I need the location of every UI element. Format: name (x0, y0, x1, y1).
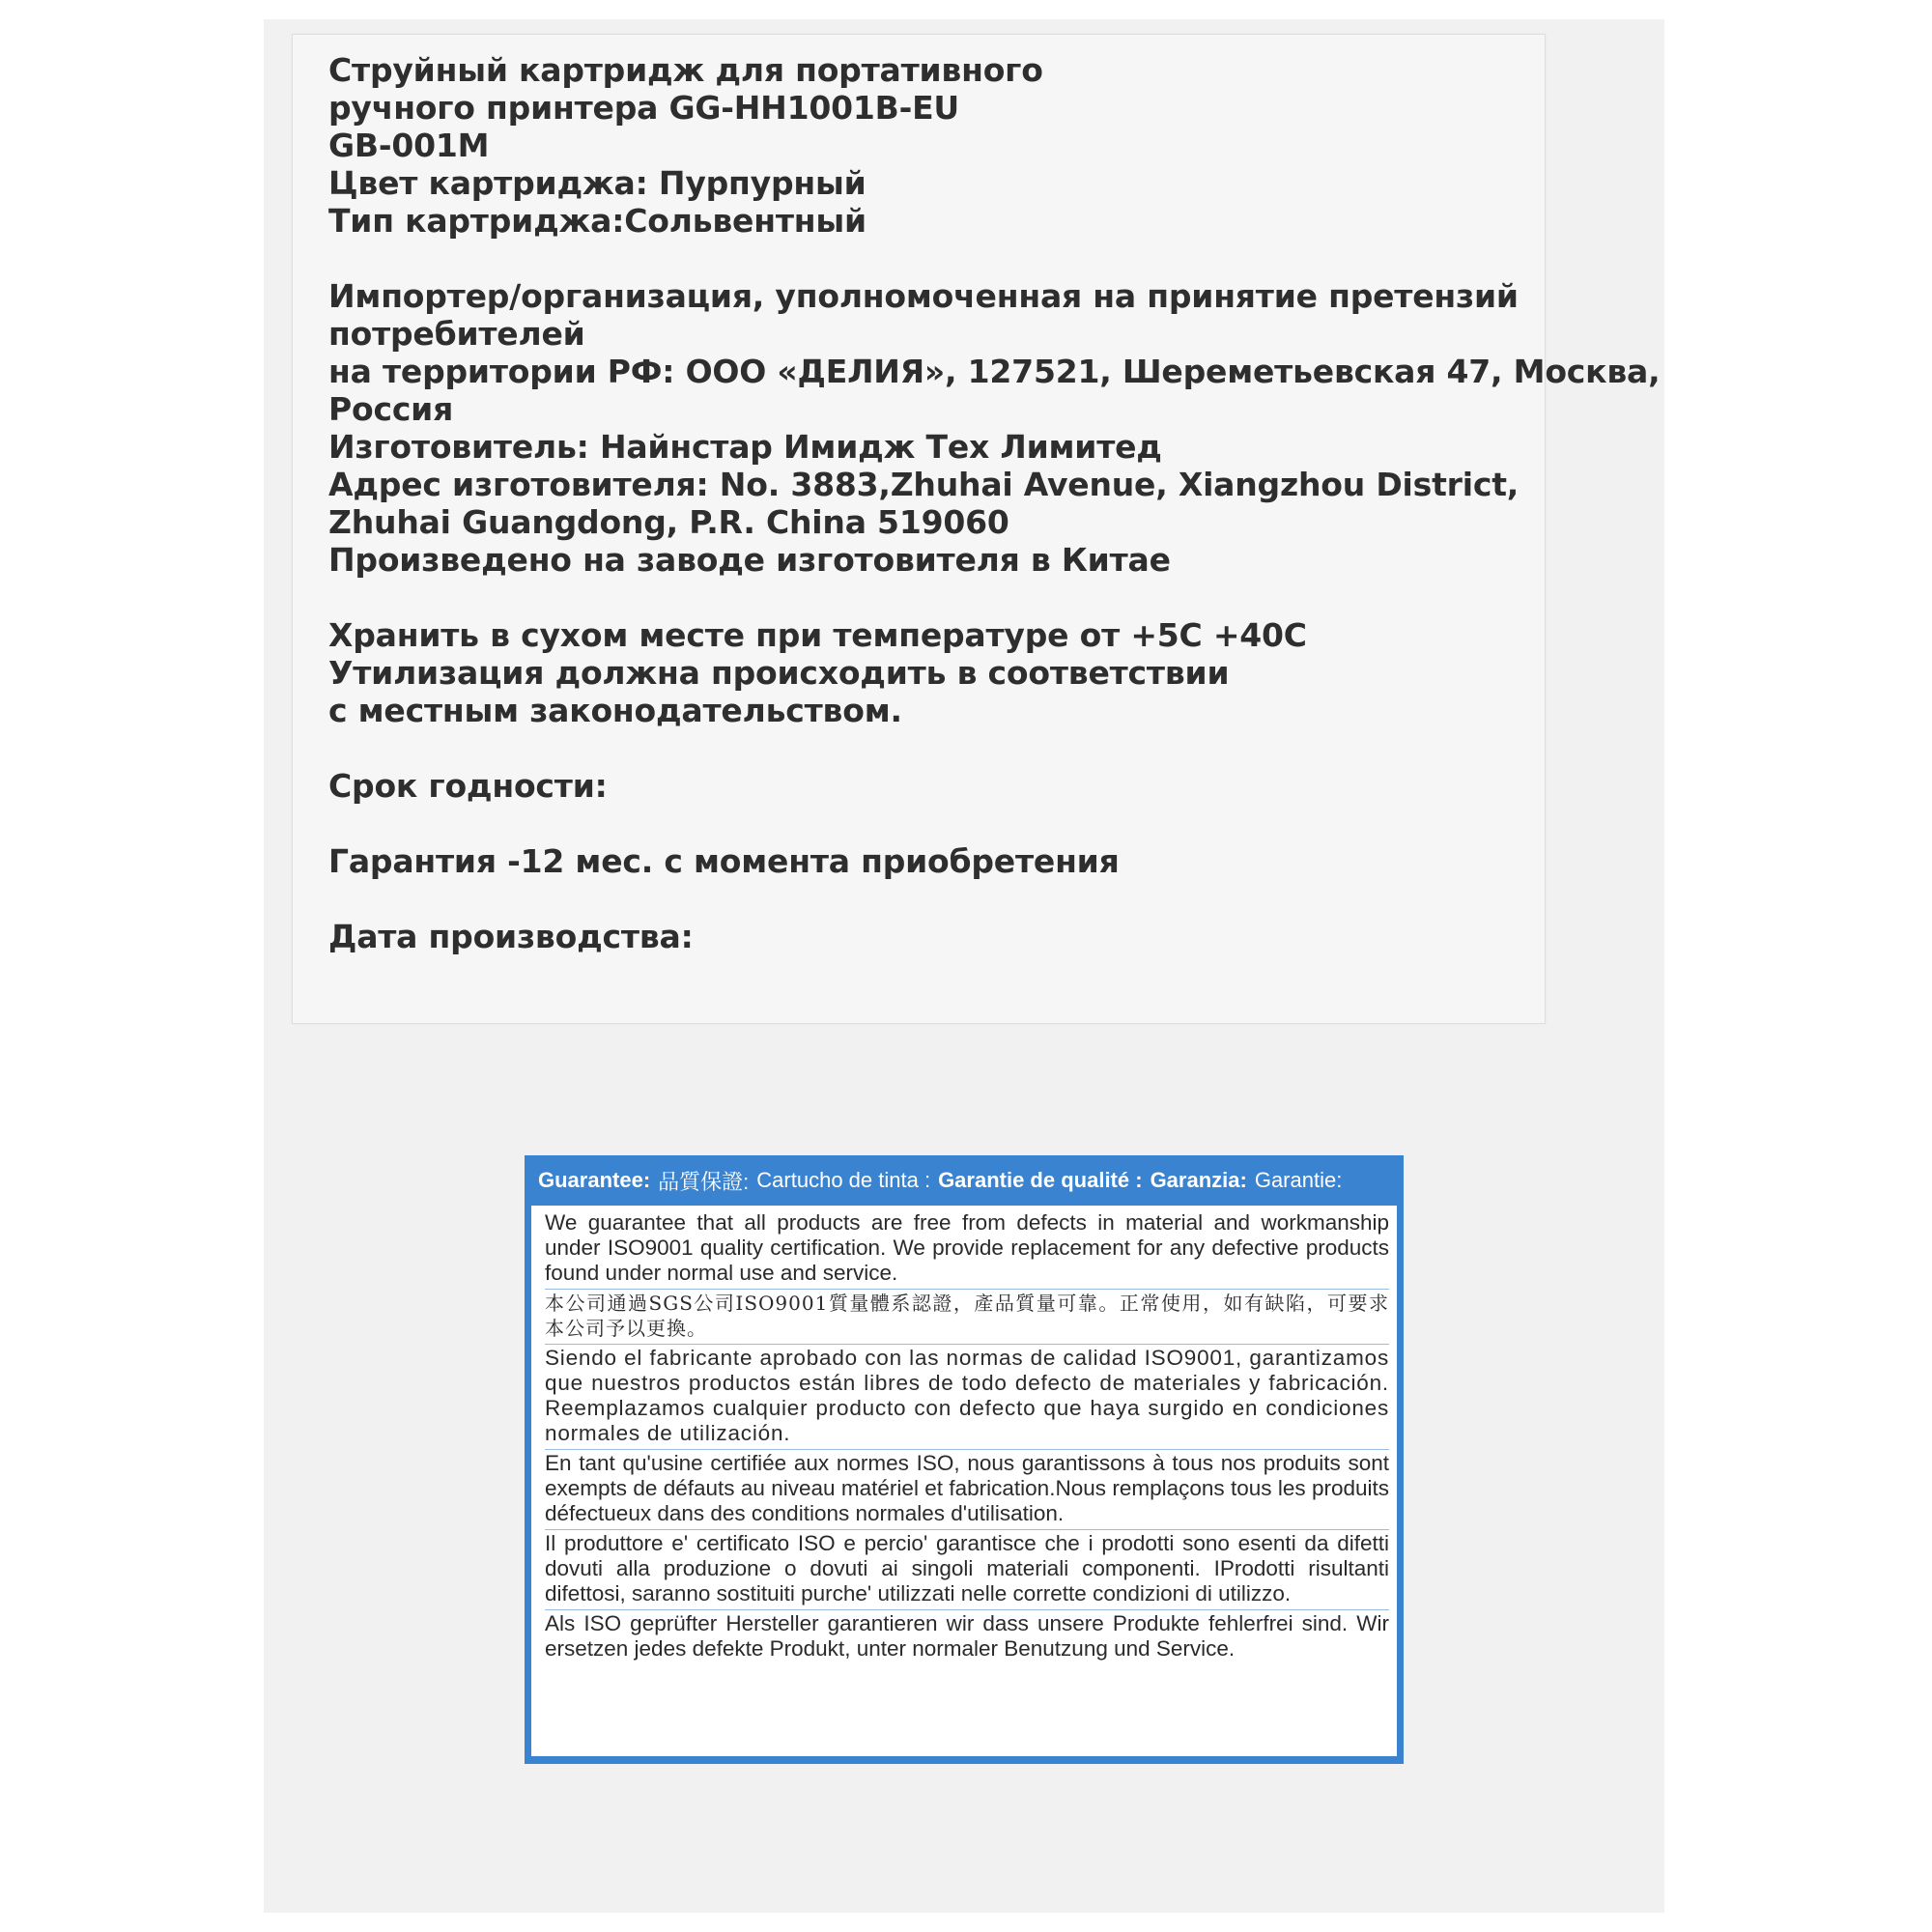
label-line-model: GB-001M (328, 127, 490, 164)
label-line-address-2: Zhuhai Guangdong, P.R. China 519060 (328, 503, 1009, 541)
guarantee-header-fr: Garantie de qualité : (938, 1168, 1143, 1192)
product-label-text (328, 51, 1661, 955)
label-line-importer-4: Россия (328, 390, 454, 428)
guarantee-text-de: Als ISO geprüfter Hersteller garantieren wir dass unsere Produkte fehlerfrei sind. Wir ersetzen jedes defekte Produkt, unter normaler Benutzung und Service. (545, 1611, 1389, 1661)
guarantee-text-zh: 本公司通過SGS公司ISO9001質量體系認證，產品質量可靠。正常使用，如有缺陷，可要求本公司予以更換。 (545, 1290, 1389, 1345)
guarantee-text-es: Siendo el fabricante aprobado con las normas de calidad ISO9001, garantizamos que nuestros productos están libres de todo defecto de materiales y fabricación. Reemplazamos cualquier producto con defecto que haya surgido en condiciones normales de utilización. (545, 1345, 1389, 1450)
guarantee-text-en: We guarantee that all products are free from defects in material and workmanship under ISO9001 quality certification. We provide replacement for any defective products found under normal use and service. (545, 1209, 1389, 1290)
label-line-warranty: Гарантия -12 мес. с момента приобретения (328, 842, 1120, 880)
guarantee-header-es: Cartucho de tinta : (756, 1168, 931, 1192)
label-line-importer-2: потребителей (328, 315, 585, 353)
guarantee-text-it: Il produttore e' certificato ISO e percio' garantisce che i prodotti sono esenti da difetti dovuti alla produzione o dovuti ai singoli materiali componenti. IProdotti risultanti difettosi, saranno sostituiti purche' utilizzati nelle corrette condizioni di utilizzo. (545, 1530, 1389, 1610)
guarantee-box (525, 1155, 1404, 1764)
guarantee-header-en: Guarantee: (538, 1168, 651, 1192)
label-line-made-in: Произведено на заводе изготовителя в Китае (328, 541, 1171, 579)
label-line-address-1: Адрес изготовителя: No. 3883,Zhuhai Avenue, Xiangzhou District, (328, 466, 1520, 503)
label-line-manufacturer: Изготовитель: Найнстар Имидж Тех Лимитед (328, 428, 1162, 466)
guarantee-header-it: Garanzia: (1150, 1168, 1247, 1192)
label-line-type: Тип картриджа:Сольвентный (328, 202, 867, 240)
guarantee-text-fr: En tant qu'usine certifiée aux normes ISO, nous garantissons à tous nos produits sont exempts de défauts au niveau matériel et fabrication.Nous remplaçons tous les produits défectueux dans des conditions normales d'utilisation. (545, 1450, 1389, 1530)
label-line-storage: Хранить в сухом месте при температуре от +5C +40C (328, 616, 1307, 654)
label-line-color: Цвет картриджа: Пурпурный (328, 164, 867, 202)
guarantee-header (525, 1155, 1404, 1206)
label-line-importer-1: Импортер/организация, уполномоченная на принятие претензий (328, 277, 1519, 315)
label-line-production-date: Дата производства: (328, 918, 694, 955)
guarantee-header-zh: 品質保證: (658, 1169, 750, 1194)
label-line-disposal-1: Утилизация должна происходить в соответствии (328, 654, 1230, 692)
label-line-importer-3: на территории РФ: ООО «ДЕЛИЯ», 127521, Шереметьевская 47, Москва, (328, 353, 1661, 390)
guarantee-header-de: Garantie: (1254, 1168, 1343, 1192)
label-line-shelf-life: Срок годности: (328, 767, 608, 805)
label-line-disposal-2: с местным законодательством. (328, 692, 902, 729)
label-line-title-2: ручного принтера GG-HH1001B-EU (328, 89, 960, 127)
label-line-title-1: Струйный картридж для портативного (328, 51, 1043, 89)
guarantee-body (531, 1206, 1397, 1756)
